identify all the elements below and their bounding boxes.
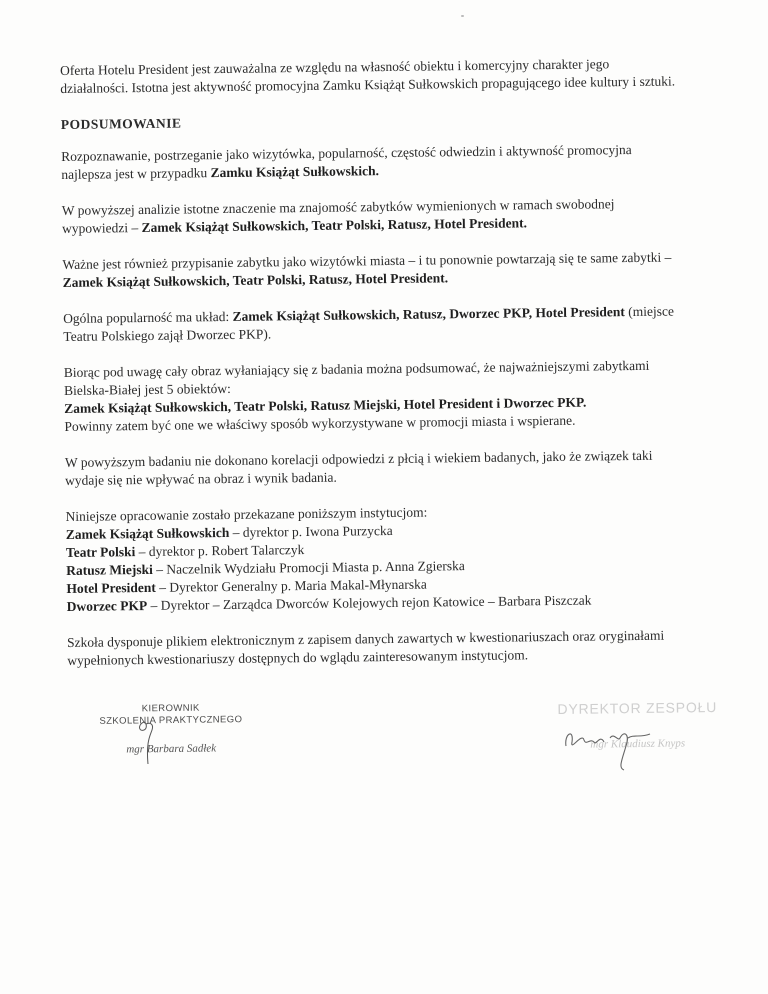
summary-paragraph-1 — [61, 140, 679, 184]
summary-p4-text: Ogólna popularność ma układ: — [63, 308, 233, 326]
summary-p2-text: W powyższej analizie istotne znaczenie ma znajomość zabytków wymienionych w ramach swobodnej wypowiedzi – — [61, 196, 615, 236]
summary-paragraph-5 — [64, 356, 683, 436]
institution-name: Dworzec PKP — [66, 597, 148, 614]
summary-p3-bold: Zamek Książąt Sułkowskich, Teatr Polski, Ratusz, Hotel President. — [62, 270, 449, 290]
summary-p1-text: Rozpoznawanie, postrzeganie jako wizytówka, popularność, częstość odwiedzin i aktywność promocyjna najlepsza jest w przypadku — [61, 142, 632, 182]
summary-p5-bold: Zamek Książąt Sułkowskich, Teatr Polski, Ratusz Miejski, Hotel President i Dworzec PKP. — [64, 394, 587, 416]
summary-p2-bold: Zamek Książąt Sułkowskich, Teatr Polski, Ratusz, Hotel President. — [141, 215, 527, 236]
institution-contact: – dyrektor p. Iwona Purzycka — [229, 522, 393, 540]
correlation-paragraph: W powyższym badaniu nie dokonano korelacji odpowiedzi z płcią i wiekiem badanych, jako że związek taki wydaje się nie wpływać na obraz i wynik badania. — [64, 447, 653, 488]
stamp-right-name: mgr Klaudiusz Knyps — [590, 737, 686, 751]
signature-right-icon — [560, 720, 670, 772]
institution-name: Ratusz Miejski — [66, 561, 153, 578]
summary-p5-tail: Powinny zatem być one we właściwy sposób wykorzystywane w promocji miasta i wspierane. — [64, 412, 576, 434]
institution-name: Teatr Polski — [65, 544, 136, 560]
stamp-left-name: mgr Barbara Sadłek — [126, 742, 217, 756]
scan-speck — [461, 15, 464, 17]
institution-name: Zamek Książąt Sułkowskich — [65, 524, 230, 542]
institutions-block — [65, 500, 684, 616]
summary-p4-tail: (miejsce Teatru Polskiego zajął Dworzec PKP). — [63, 303, 674, 344]
document-body — [60, 54, 686, 688]
institution-contact: – Naczelnik Wydziału Promocji Miasta p. Anna Zgierska — [152, 558, 465, 577]
institution-contact: – dyrektor p. Robert Talarczyk — [135, 542, 305, 560]
summary-p3-text: Ważne jest również przypisanie zabytku jako wizytówki miasta – i tu ponownie powtarzają się te same zabytki – — [62, 249, 672, 272]
summary-p4-bold: Zamek Książąt Sułkowskich, Ratusz, Dworzec PKP, Hotel President — [232, 304, 625, 324]
stamp-left-line2: SZKOLENIA PRAKTYCZNEGO — [99, 714, 243, 727]
data-availability-paragraph: Szkoła dysponuje plikiem elektronicznym z zapisem danych zawartych w kwestionariuszach oraz oryginałami wypełnionych kwestionariuszy dostępnych do wglądu zainteresowanym instytucjom. — [67, 627, 665, 668]
intro-paragraph: Oferta Hotelu President jest zauważalna ze względu na własność obiektu i komercyjny charakter jego działalności. Istotna jest aktywność promocyjna Zamku Książąt Sułkowskich propagującego idee kultury i sztuki. — [60, 56, 676, 96]
institution-contact: – Dyrektor – Zarządca Dworców Kolejowych rejon Katowice – Barbara Piszczak — [147, 592, 592, 613]
signature-left-icon — [126, 718, 186, 768]
summary-paragraph-2 — [62, 194, 680, 238]
summary-paragraph-4 — [63, 302, 681, 346]
summary-heading: PODSUMOWANIE — [60, 115, 182, 132]
institution-contact: – Dyrektor Generalny p. Maria Makal-Młynarska — [155, 576, 427, 595]
stamp-left-line1: KIEROWNIK — [141, 702, 200, 715]
summary-p1-bold: Zamku Książąt Sułkowskich. — [210, 163, 380, 181]
summary-p5-text: Biorąc pod uwagę cały obraz wyłaniający się z badania można podsumować, że najważniejszymi zabytkami Bielska-Białej jest 5 obiektów: — [63, 357, 650, 398]
stamp-right-title: DYREKTOR ZESPOŁU — [557, 699, 718, 717]
institution-name: Hotel President — [66, 579, 156, 596]
summary-paragraph-3 — [62, 248, 680, 292]
institutions-intro: Niniejsze opracowanie zostało przekazane poniższym instytucjom: — [65, 504, 428, 524]
